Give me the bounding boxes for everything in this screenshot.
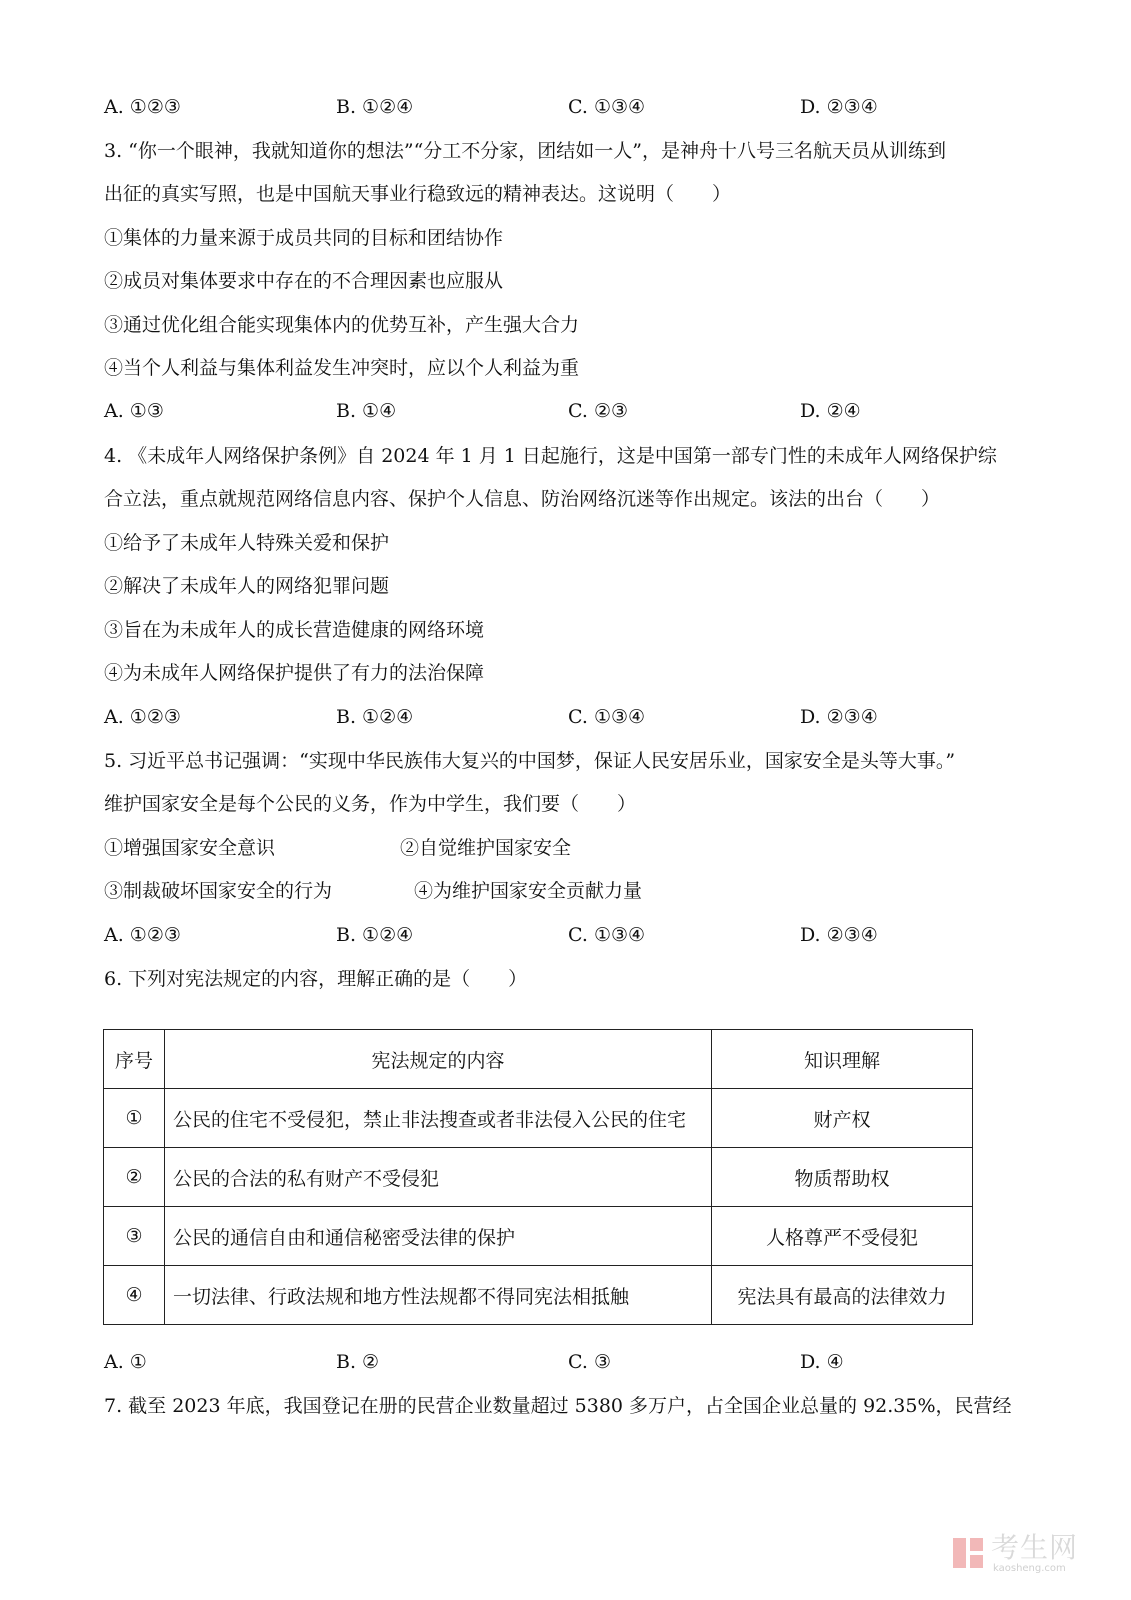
- q6-options: [104, 1350, 984, 1374]
- q2-option-d: D. ②③④: [800, 96, 878, 118]
- q3-item-2: ②成员对集体要求中存在的不合理因素也应服从: [104, 270, 504, 292]
- row-content: 公民的合法的私有财产不受侵犯: [165, 1148, 712, 1207]
- q3-item-3: ③通过优化组合能实现集体内的优势互补，产生强大合力: [104, 314, 580, 336]
- q2-options: [104, 95, 984, 119]
- q4-item-4: ④为未成年人网络保护提供了有力的法治保障: [104, 662, 485, 684]
- q4-options: [104, 705, 984, 729]
- watermark-text: 考生网: [991, 1531, 1079, 1564]
- constitution-table: [103, 1029, 973, 1325]
- q6-stem: 6. 下列对宪法规定的内容，理解正确的是（ ）: [104, 968, 528, 990]
- kaosheng-watermark: [951, 1532, 1091, 1576]
- row-understanding: 宪法具有最高的法律效力: [712, 1266, 973, 1325]
- q5-option-d: D. ②③④: [800, 924, 878, 946]
- row-content: 公民的住宅不受侵犯，禁止非法搜查或者非法侵入公民的住宅: [165, 1089, 712, 1148]
- q4-option-a: A. ①②③: [104, 706, 181, 728]
- q5-options: [104, 923, 984, 947]
- q5-items-row2: [104, 879, 804, 903]
- q5-stem-line1: 5. 习近平总书记强调：“实现中华民族伟大复兴的中国梦，保证人民安居乐业，国家安全是头等大事。”: [104, 750, 956, 772]
- table-header-row: [104, 1030, 973, 1089]
- row-content: 公民的通信自由和通信秘密受法律的保护: [165, 1207, 712, 1266]
- q4-stem-line1: 4. 《未成年人网络保护条例》自 2024 年 1 月 1 日起施行，这是中国第一部专门性的未成年人网络保护综: [104, 445, 997, 467]
- q4-stem-line2: 合立法，重点就规范网络信息内容、保护个人信息、防治网络沉迷等作出规定。该法的出台（ ）: [104, 488, 941, 510]
- q5-items-row1: [104, 836, 804, 860]
- q6-option-b: B. ②: [336, 1351, 380, 1373]
- kaosheng-logo-icon: [951, 1536, 985, 1570]
- q4-item-2: ②解决了未成年人的网络犯罪问题: [104, 575, 390, 597]
- q3-option-c: C. ②③: [568, 400, 629, 422]
- q3-option-d: D. ②④: [800, 400, 861, 422]
- table-row: [104, 1148, 973, 1207]
- q5-option-b: B. ①②④: [336, 924, 414, 946]
- q3-stem-line2: 出征的真实写照，也是中国航天事业行稳致远的精神表达。这说明（ ）: [104, 183, 732, 205]
- table-row: [104, 1089, 973, 1148]
- q2-option-c: C. ①③④: [568, 96, 646, 118]
- q3-item-1: ①集体的力量来源于成员共同的目标和团结协作: [104, 227, 504, 249]
- row-understanding: 财产权: [712, 1089, 973, 1148]
- q3-options: [104, 399, 984, 423]
- q5-stem-line2: 维护国家安全是每个公民的义务，作为中学生，我们要（ ）: [104, 793, 637, 815]
- watermark-url: kaosheng.com: [993, 1563, 1066, 1574]
- q3-item-4: ④当个人利益与集体利益发生冲突时，应以个人利益为重: [104, 357, 580, 379]
- q5-item-1: ①增强国家安全意识: [104, 837, 276, 859]
- q3-option-b: B. ①④: [336, 400, 397, 422]
- q6-option-d: D. ④: [800, 1351, 844, 1373]
- q3-option-a: A. ①③: [104, 400, 164, 422]
- row-index: ①: [104, 1089, 165, 1148]
- header-content: 宪法规定的内容: [165, 1030, 712, 1089]
- header-understanding: 知识理解: [712, 1030, 973, 1089]
- row-index: ④: [104, 1266, 165, 1325]
- row-content: 一切法律、行政法规和地方性法规都不得同宪法相抵触: [165, 1266, 712, 1325]
- q4-item-1: ①给予了未成年人特殊关爱和保护: [104, 532, 390, 554]
- row-index: ②: [104, 1148, 165, 1207]
- q2-option-a: A. ①②③: [104, 96, 181, 118]
- q5-item-3: ③制裁破坏国家安全的行为: [104, 880, 333, 902]
- q5-option-c: C. ①③④: [568, 924, 646, 946]
- q4-option-c: C. ①③④: [568, 706, 646, 728]
- q7-stem-line1: 7. 截至 2023 年底，我国登记在册的民营企业数量超过 5380 多万户，占全国企业总量的 92.35%，民营经: [104, 1395, 1012, 1417]
- header-index: 序号: [104, 1030, 165, 1089]
- row-understanding: 人格尊严不受侵犯: [712, 1207, 973, 1266]
- q3-stem-line1: 3. “你一个眼神，我就知道你的想法”“分工不分家，团结如一人”，是神舟十八号三名航天员从训练到: [104, 140, 947, 162]
- q6-option-c: C. ③: [568, 1351, 611, 1373]
- q4-item-3: ③旨在为未成年人的成长营造健康的网络环境: [104, 619, 485, 641]
- q5-item-4: ④为维护国家安全贡献力量: [414, 880, 643, 902]
- row-understanding: 物质帮助权: [712, 1148, 973, 1207]
- table-row: [104, 1207, 973, 1266]
- q5-option-a: A. ①②③: [104, 924, 181, 946]
- q4-option-d: D. ②③④: [800, 706, 878, 728]
- q4-option-b: B. ①②④: [336, 706, 414, 728]
- q2-option-b: B. ①②④: [336, 96, 414, 118]
- q5-item-2: ②自觉维护国家安全: [400, 837, 572, 859]
- q6-option-a: A. ①: [104, 1351, 147, 1373]
- table-row: [104, 1266, 973, 1325]
- row-index: ③: [104, 1207, 165, 1266]
